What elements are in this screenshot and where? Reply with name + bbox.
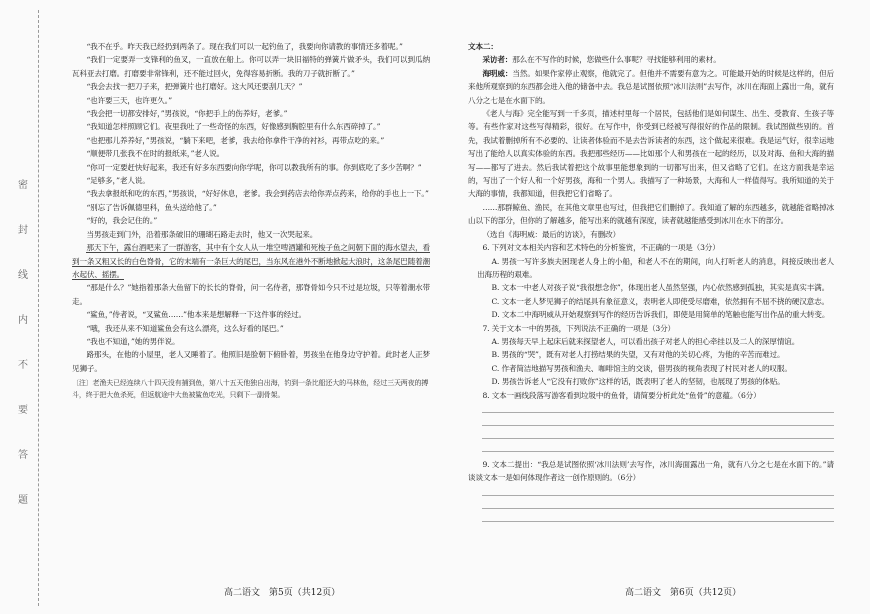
paragraph: “好的，我会记住的。”: [86, 216, 158, 226]
paragraph: 《老人与海》完全能写到一千多页，描述村里每一个居民，包括他们是如何谋生、出生、受教育、生孩子等等。有些作家对这些写得精彩，很好。在写作中，你受到已经被写得很好的作品的限制。我试图做些别的。首先，我试着删掉所有不必要的、让读者体验而不是去告诉读者的东西，这个做起来很难。我是运气好，很幸运地写出了能给人以真实体验的东西。我把那些经历——比如那个人和男孩在一起的经历，以及对海、鱼和大海的描写——都写了进去。然后我试着把这个故事里能想象到的一切都写出来，但又省略了它们。在这方面我是幸运的，写出了一个好人和一个好男孩，海和一个男人。我描写了一种场景，大海和人一样值得写。我所知道的关于大海的事情，我都知道，但我把它们省略了。: [468, 109, 834, 199]
speaker: 采访者：: [482, 55, 513, 65]
underlined-text: 那天下午，露台酒吧来了一群游客，其中有个女人从一堆空啤酒罐和死梭子鱼之间朝下面的海水望去，看到一条又粗又长的白色脊骨，它的末端有一条巨大的尾巴，当东风在港外不断地掀起大浪时，这条尾巴随着潮水起伏、摇摆。: [72, 243, 430, 279]
paragraph: “鲨鱼，”侍者说，“叉鲨鱼……”他本来是想解释一下这件事的经过。: [86, 310, 306, 320]
option: D. 文本二中海明威从开始观察到写作的经历告诉我们，即使是用简单的笔触也能写出作品的重大转变。: [491, 310, 830, 320]
question-7-stem: 7. 关于文本一中的男孩，下列说法不正确的一项是（3分）: [482, 323, 675, 333]
binding-label: 不: [18, 360, 28, 371]
paragraph: “我们一定要弄一支锋利的鱼叉，一直放在船上。你可以弄一块旧福特的弹簧片做矛头，我们可以到瓜纳瓦科亚去打磨。打磨要非常锋利，还不能过回火，免得容易折断。我的刀子就折断了。”: [72, 55, 430, 78]
binding-label: 线: [18, 270, 28, 281]
interview-text: 那么在不写作的时候，您做些什么事呢？寻找能够利用的素材。: [512, 55, 721, 65]
page-6-footer: 高二语文 第6页（共12页）: [625, 588, 742, 598]
text-two-heading: 文本二：: [468, 42, 498, 51]
paragraph: “我不在乎。昨天我已经扔到两条了。现在我们可以一起钓鱼了，我要向你请教的事情还多着呢。”: [86, 42, 403, 51]
speaker: 海明威：: [482, 68, 513, 78]
answer-line[interactable]: [482, 415, 834, 426]
question-8-stem: 8. 文本一画线段落写游客看到垃圾中的鱼骨，请简要分析此处“鱼骨”的意蕴。（6分）: [482, 390, 761, 400]
option: C. 作者简洁地描写男孩和渔夫、咖啡馆主的交谈，借男孩的视角表现了村民对老人的叹服。: [491, 363, 792, 373]
option: C. 文本一老人梦见狮子的结尾具有象征意义，表明老人即使受尽磨难，依然拥有不屈不挠的硬汉意志。: [491, 296, 829, 306]
interview-line: [468, 53, 834, 66]
paragraph: 当男孩走到门外，沿着那条破旧的珊瑚石路走去时，他又一次哭起来。: [86, 229, 318, 239]
binding-label: 答: [18, 450, 28, 461]
answer-line[interactable]: [482, 498, 834, 509]
binding-label: 题: [18, 495, 28, 506]
answer-line[interactable]: [482, 511, 834, 522]
option: B. 男孩的“哭”，既有对老人打捞结果的失望，又有对他的关切心疼，为他的辛苦而难过。: [491, 350, 785, 360]
page-6-column: [468, 40, 834, 524]
option: B. 文本一中老人对孩子说“我很想念你”，体现出老人虽然坚强，内心依然感到孤独，其实是真实丰满。: [491, 283, 830, 293]
paragraph: “足够多，”老人说。: [86, 176, 150, 186]
binding-label: 封: [18, 225, 28, 236]
binding-margin: [14, 10, 39, 606]
option: A. 男孩每天早上起床后就来探望老人，可以看出孩子对老人的担心牵挂以及二人的深厚情谊。: [491, 336, 800, 346]
footnote: 〔注〕老渔夫已经连续八十四天没有捕到鱼，第八十五天他独自出海，钓到一条比船还大的马林鱼，经过三天两夜的搏斗，终于把大鱼杀死，但返航途中大鱼被鲨鱼吃光，只剩下一副骨架。: [72, 379, 429, 400]
paragraph: “顺便带几张我不在时的报纸来，”老人说。: [86, 149, 225, 159]
option: D. 男孩告诉老人“它没有打败你”这样的话，既表明了老人的坚韧，也展现了男孩的体贴。: [491, 377, 785, 387]
paragraph: “我也不知道，”她的男伴说。: [86, 336, 180, 346]
question-9-stem: 9. 文本二提出：“我总是试图依照‘冰川法则’去写作，冰川海面露出一角，就有八分之七是在水面下的。”请谈谈文本一是如何体现作者这一创作原则的。（6分）: [468, 459, 834, 483]
page-5-column: [72, 40, 430, 401]
paragraph: “别忘了告诉佩德里科，鱼头送给他了。”: [86, 202, 217, 212]
answer-line[interactable]: [482, 441, 834, 452]
option: A. 男孩一写许多族夫困现老人身上的小船，和老人不在的期间，向人打听老人的消息，间接反映出老人出海历程的艰难。: [477, 256, 834, 279]
underlined-paragraph: [72, 241, 430, 281]
paragraph: “我会把一切都安排好，”男孩说，“你把手上的伤养好，老爹。”: [86, 109, 288, 119]
paragraph: ……那群鲸鱼、渔民，在其他文章里也写过，但我把它们删掉了。我知道了解的东西越多，就越能省略掉冰山以下的部分，但你的了解越多，能写出来的就越有深度，读者就越能感受到冰川在水下的部分。: [468, 202, 834, 226]
interview-line: [468, 67, 834, 107]
paragraph: “你可一定要赶快好起来，我还有好多东西要向你学呢，你可以教我所有的事。你到底吃了多少苦啊？”: [86, 162, 422, 172]
question-6-stem: 6. 下列对文本相关内容和艺术特色的分析鉴赏，不正确的一项是（3分）: [482, 243, 720, 253]
source-citation: （选自《海明威：最后的访谈》，有删改）: [482, 229, 621, 239]
answer-line[interactable]: [482, 485, 834, 496]
paragraph: “我知道怎样照顾它们。夜里我吐了一些奇怪的东西，好像感到胸腔里有什么东西碎掉了。”: [86, 122, 381, 132]
binding-label: 内: [18, 315, 28, 326]
paragraph: “我会去找一把刀子来，把弹簧片也打磨好。这大风还要刮几天？”: [86, 82, 303, 92]
paragraph: “那是什么？”她指着那条大鱼留下的长长的脊骨，问一名侍者，那脊骨如今只不过是垃圾，只等着潮水带走。: [72, 283, 430, 306]
page-5-footer: 高二语文 第5页（共12页）: [224, 588, 341, 598]
paragraph: “也把那儿养养好，”男孩说，“躺下来吧，老爹，我去给你拿件干净的衬衫，再带点吃的来。”: [86, 135, 385, 145]
interview-text: 当然。如果作家停止观察，他就完了。但他并不需要有意为之。可能最开始的时候是这样的，但后来他所观察到的东西都会进入他的储备中去。我总是试图依照“冰川法则”去写作，冰川在海面上露出一角，就有八分之七是在水面下的。: [468, 68, 835, 105]
paragraph: “我去拿报纸和吃的东西，”男孩说，“好好休息，老爹。我会到药店去给你弄点药来，给你的手也上一下。”: [86, 189, 429, 199]
paragraph: “哦，我还从来不知道鲨鱼会有这么漂亮，这么好看的尾巴。”: [86, 323, 284, 333]
binding-label: 密: [18, 180, 28, 191]
answer-line[interactable]: [482, 428, 834, 439]
binding-label: 要: [18, 405, 28, 416]
answer-line[interactable]: [482, 402, 834, 413]
paragraph: 路那头，在他的小屋里，老人又睡着了。他照旧是脸朝下俯卧着，男孩坐在他身边守护着。此时老人正梦见狮子。: [72, 350, 430, 373]
paragraph: “也许要三天，也许更久。”: [86, 95, 172, 105]
